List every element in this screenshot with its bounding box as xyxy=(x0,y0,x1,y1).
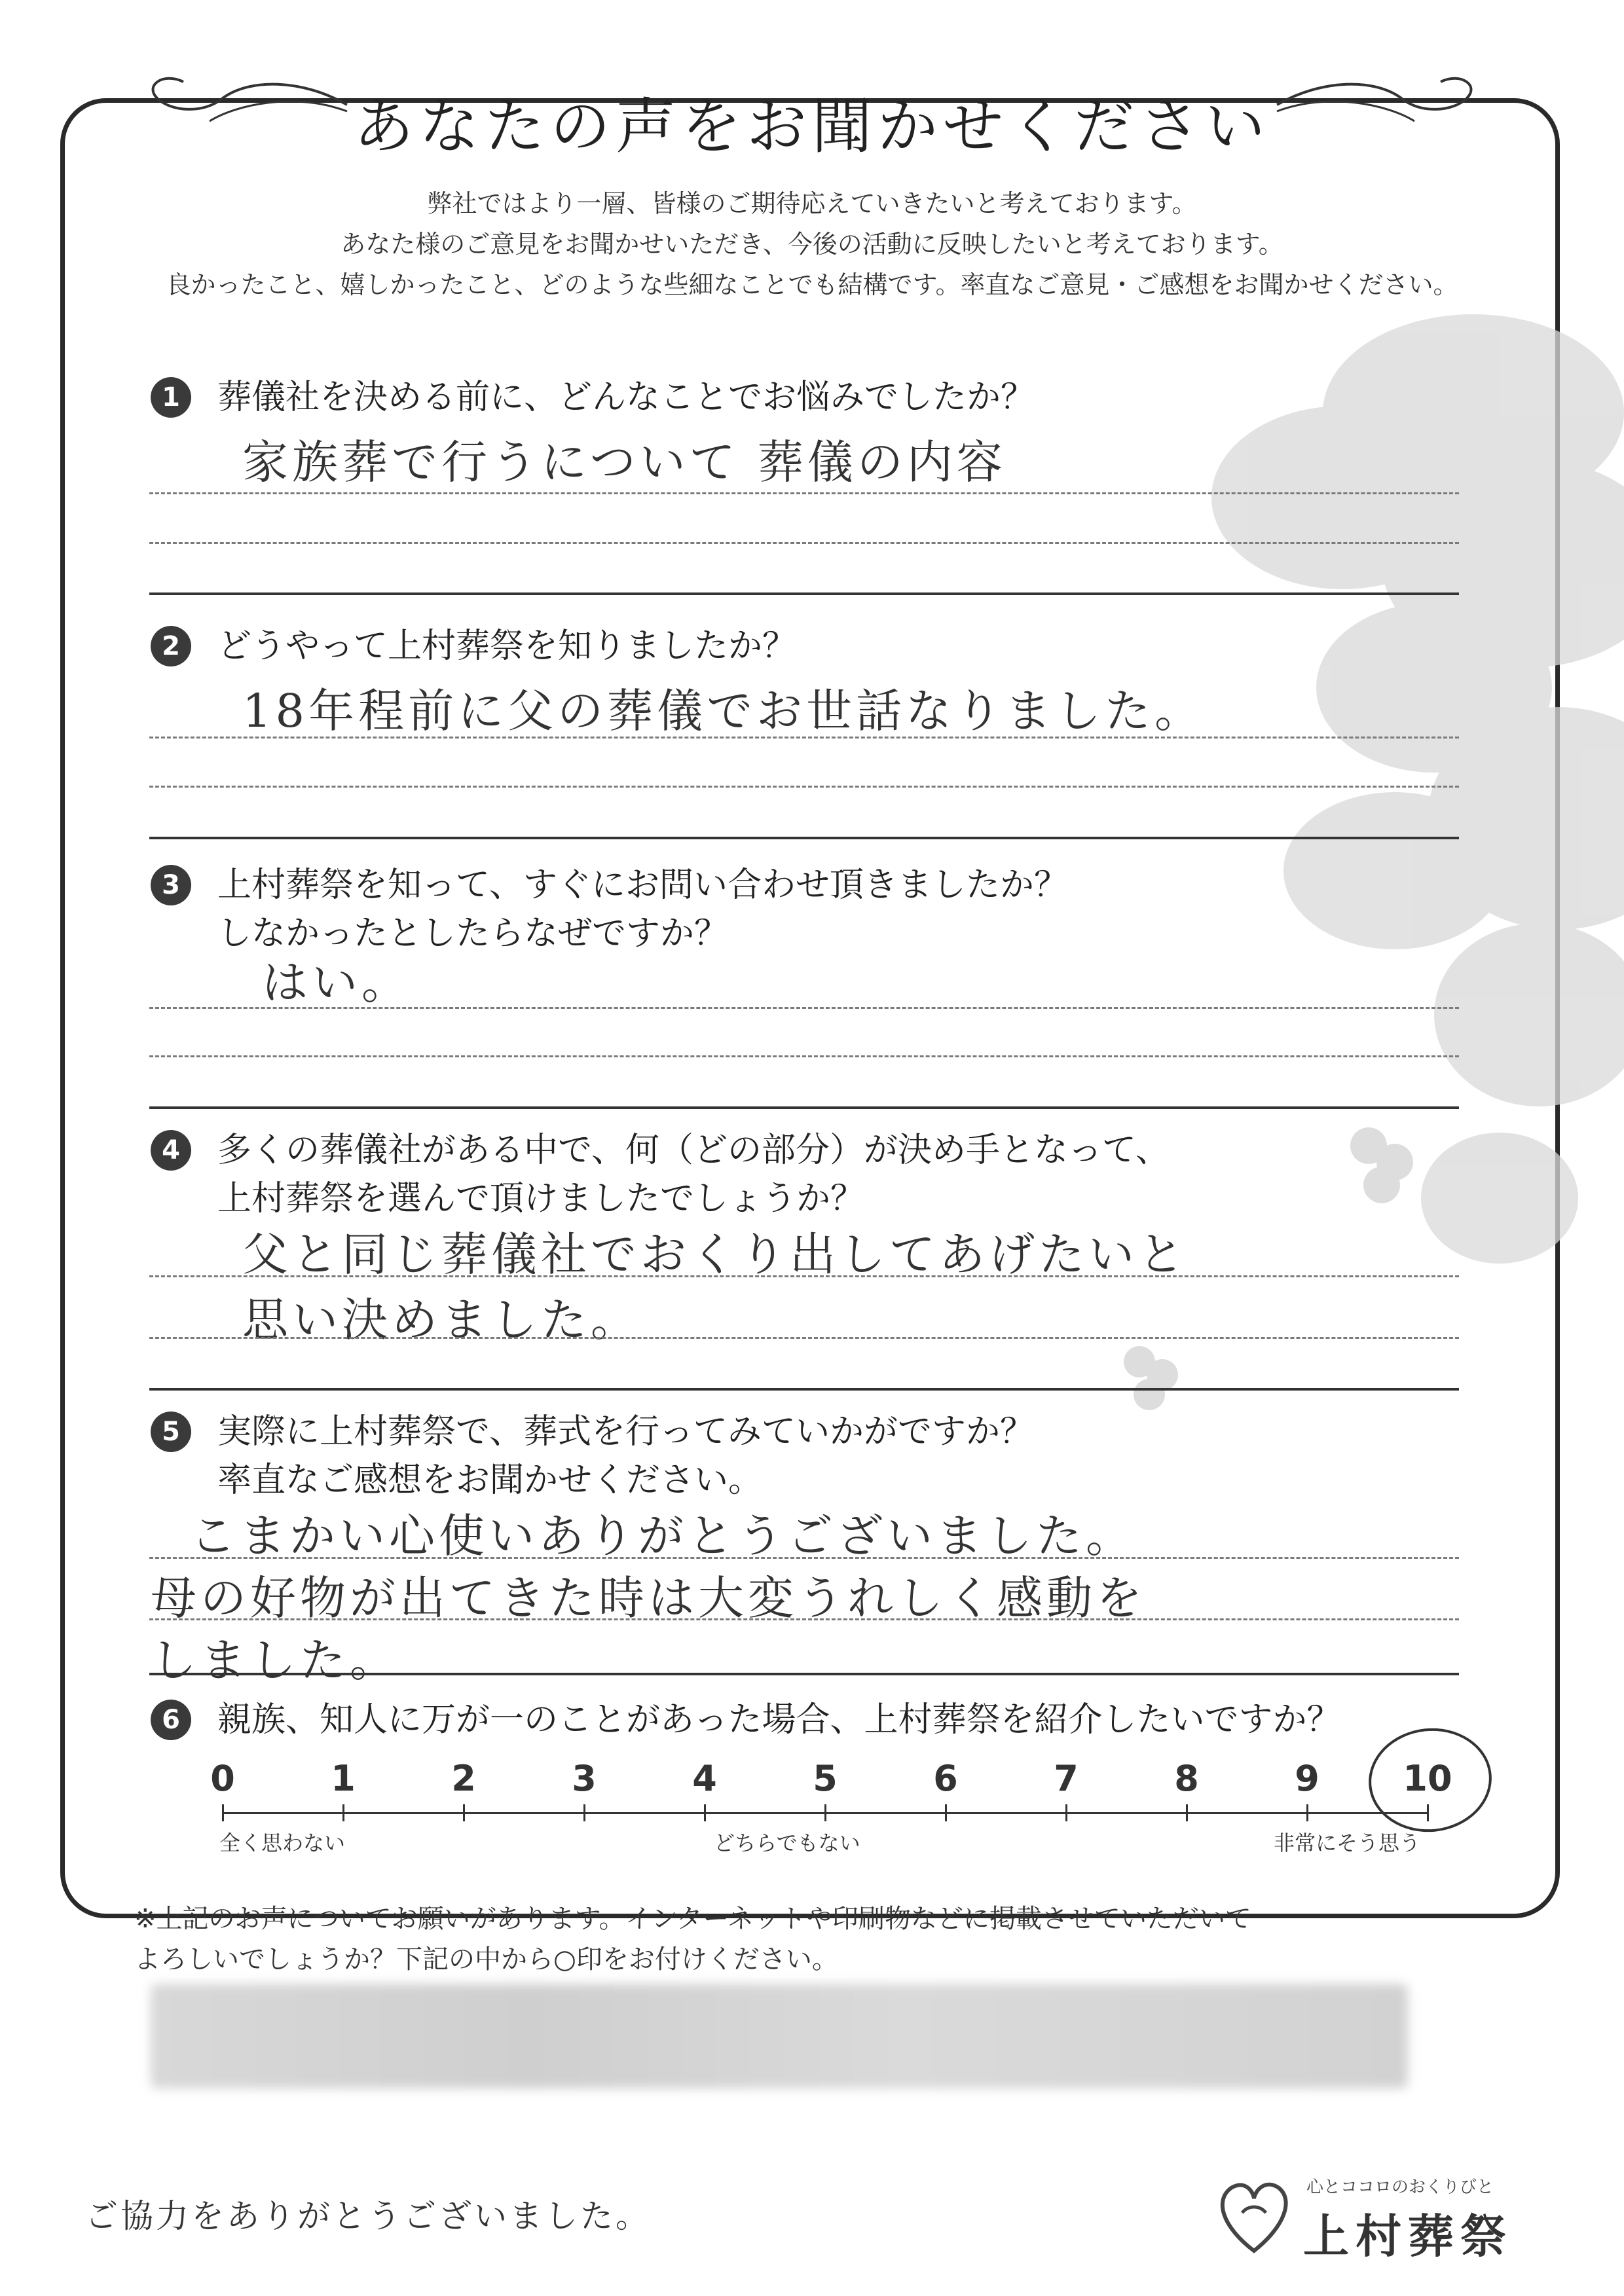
answer-line xyxy=(149,1618,1459,1620)
scale-tick xyxy=(1306,1804,1308,1821)
intro-line-3: 良かったこと、嬉しかったこと、どのような些細なことでも結構です。率直なご意見・ご感想をお聞かせください。 xyxy=(166,270,1458,299)
scale-tick xyxy=(945,1804,947,1821)
answer-2-line-1: 18年程前に父の葬儀でお世話なりました。 xyxy=(242,684,1205,738)
question-text: 親族、知人に万が一のことがあった場合、上村葬祭を紹介したいですか？ xyxy=(217,1700,1341,1740)
question-number-badge: 4 xyxy=(151,1130,191,1171)
question-text: 実際に上村葬祭で、葬式を行ってみていかがですか？ 率直なご感想をお聞かせください。 xyxy=(217,1412,1034,1500)
answer-4-line-1: 父と同じ葬儀社でおくり出してあげたいと xyxy=(242,1228,1188,1281)
redacted-consent-options xyxy=(151,1984,1408,2088)
question-number-badge: 2 xyxy=(151,626,191,666)
answer-line xyxy=(149,737,1459,738)
answer-4-line-2: 思い決めました。 xyxy=(242,1293,640,1347)
scale-tick-label: 10 xyxy=(1403,1758,1452,1799)
logo-tagline: 心とココロのおくりびと xyxy=(1306,2178,1494,2197)
scale-tick xyxy=(1186,1804,1188,1821)
scale-tick xyxy=(342,1804,344,1821)
question-1 xyxy=(151,373,1035,422)
scale-tick-label: 6 xyxy=(933,1758,958,1799)
answer-line xyxy=(149,1557,1459,1559)
question-5 xyxy=(151,1408,1034,1504)
scale-tick xyxy=(704,1804,706,1821)
answer-3-line-1: はい。 xyxy=(262,956,411,1010)
scale-tick-label: 3 xyxy=(572,1758,597,1799)
thanks-message: ご協力をありがとうございました。 xyxy=(85,2197,651,2235)
page-title: あなたの声をお聞かせください xyxy=(353,92,1270,162)
heart-logo-icon xyxy=(1215,2174,1293,2259)
question-text: どうやって上村葬祭を知りましたか？ xyxy=(217,627,797,666)
question-4 xyxy=(151,1126,1170,1223)
scale-tick xyxy=(1065,1804,1067,1821)
scale-tick xyxy=(824,1804,826,1821)
question-number-badge: 6 xyxy=(151,1700,191,1740)
answer-line xyxy=(149,542,1459,544)
intro-line-2: あなた様のご意見をお聞かせいただき、今後の活動に反映したいと考えております。 xyxy=(341,230,1283,259)
scale-tick-label: 0 xyxy=(210,1758,235,1799)
section-divider xyxy=(149,1106,1459,1109)
scale-tick-label: 7 xyxy=(1054,1758,1079,1799)
scale-tick xyxy=(463,1804,465,1821)
answer-5-line-1: こまかい心使いありがとうございました。 xyxy=(190,1509,1135,1563)
scale-tick xyxy=(583,1804,585,1821)
answer-line xyxy=(149,492,1459,494)
question-number-badge: 1 xyxy=(151,377,191,418)
answer-1-line-1: 家族葬で行うについて 葬儀の内容 xyxy=(242,435,1006,489)
question-text: 葬儀社を決める前に、どんなことでお悩みでしたか？ xyxy=(217,378,1035,417)
section-divider xyxy=(149,592,1459,595)
question-6 xyxy=(151,1696,1340,1744)
scale-tick xyxy=(222,1804,224,1821)
answer-line xyxy=(149,786,1459,788)
scale-tick-label: 1 xyxy=(331,1758,356,1799)
question-text: 多くの葬儀社がある中で、何（どの部分）が決め手となって、 上村葬祭を選んで頂けましたでしょうか？ xyxy=(217,1131,1170,1218)
intro-line-1: 弊社ではより一層、皆様のご期待応えていきたいと考えております。 xyxy=(427,189,1197,218)
scale-tick-label: 8 xyxy=(1174,1758,1199,1799)
question-3 xyxy=(151,861,1068,958)
answer-5-line-2: 母の好物が出てきた時は大変うれしく感動を xyxy=(151,1571,1146,1625)
scale-tick-label: 9 xyxy=(1295,1758,1320,1799)
scale-caption-left: 全く思わない xyxy=(219,1831,346,1855)
section-divider xyxy=(149,837,1459,839)
scale-caption-right: 非常にそう思う xyxy=(1274,1831,1421,1855)
section-divider xyxy=(149,1388,1459,1391)
question-2 xyxy=(151,622,796,670)
question-number-badge: 3 xyxy=(151,865,191,905)
answer-line xyxy=(149,1007,1459,1009)
answer-line xyxy=(149,1337,1459,1339)
answer-line xyxy=(149,1055,1459,1057)
answer-5-line-3: しました。 xyxy=(151,1633,399,1687)
scale-tick-label: 5 xyxy=(813,1758,838,1799)
question-number-badge: 5 xyxy=(151,1412,191,1452)
question-text: 上村葬祭を知って、すぐにお問い合わせ頂きましたか？ しなかったとしたらなぜですか？ xyxy=(217,866,1068,953)
scale-caption-mid: どちらでもない xyxy=(714,1831,860,1855)
scale-tick-label: 2 xyxy=(451,1758,476,1799)
scale-tick-label: 4 xyxy=(692,1758,717,1799)
logo-name: 上村葬祭 xyxy=(1303,2210,1513,2263)
answer-line xyxy=(149,1275,1459,1277)
section-divider xyxy=(149,1673,1459,1675)
publication-notice: ※上記のお声についてお願いがあります。インターネットや印刷物などに掲載させていただいて よろしいでしょうか？下記の中から○印をお付けください。 xyxy=(134,1904,1251,1975)
